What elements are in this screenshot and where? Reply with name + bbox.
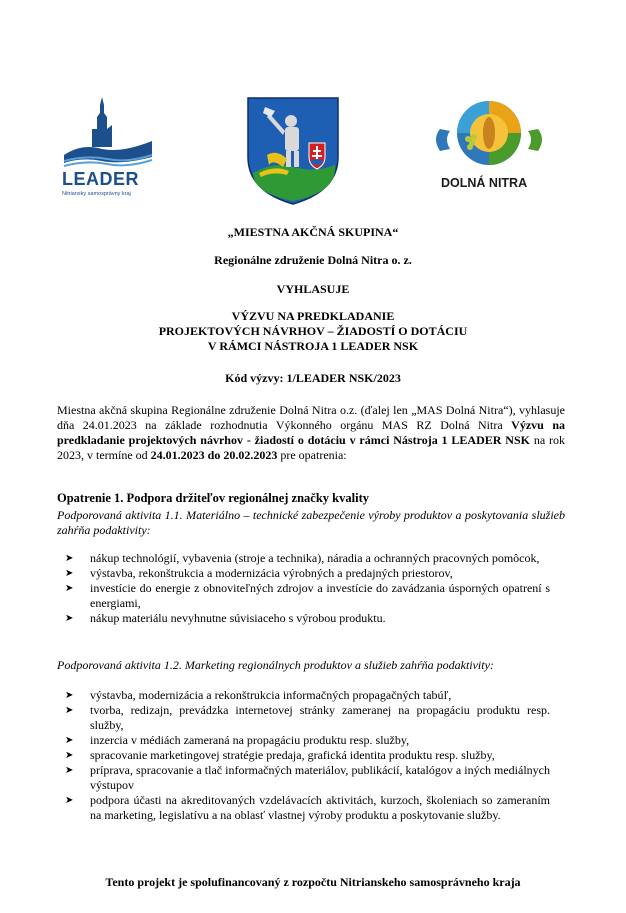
list-item: ➤ spracovanie marketingovej stratégie predaja, grafická identita produktu resp. služby, bbox=[65, 748, 495, 762]
list-item: ➤ nákup materiálu nevyhnutne súvisiaceho s výrobou produktu. bbox=[65, 611, 386, 625]
list-item: ➤ tvorba, redizajn, prevádzka internetovej stránky zameranej na propagáciu produktu resp. služby, bbox=[65, 703, 550, 732]
arrow-bullet-icon: ➤ bbox=[65, 765, 74, 776]
activity-1-list bbox=[65, 551, 550, 626]
measure-title: Opatrenie 1. Podpora držiteľov regionálnej značky kvality bbox=[57, 491, 369, 505]
arrow-bullet-icon: ➤ bbox=[65, 750, 74, 761]
dolna-nitra-logo bbox=[428, 95, 550, 195]
arrow-bullet-icon: ➤ bbox=[65, 705, 74, 716]
leader-logo bbox=[62, 95, 154, 205]
arrow-bullet-icon: ➤ bbox=[65, 553, 74, 564]
header-line-1: „MIESTNA AKČNÁ SKUPINA“ bbox=[227, 225, 399, 239]
intro-part-2: na rok 2023, v termíne od bbox=[57, 433, 566, 462]
call-title-line-1: VÝZVU NA PREDKLADANIE bbox=[231, 309, 395, 323]
intro-paragraph bbox=[57, 403, 565, 463]
intro-bold-1: Výzvu na predkladanie projektových návrhov - žiadostí o dotáciu v rámci Nástroja 1 LEADER NSK bbox=[57, 418, 565, 447]
header-line-2: Regionálne združenie Dolná Nitra o. z. bbox=[214, 253, 412, 267]
call-title-line-2: PROJEKTOVÝCH NÁVRHOV – ŽIADOSTÍ O DOTÁCIU bbox=[158, 324, 468, 338]
list-item: ➤ výstavba, rekonštrukcia a modernizácia výrobných a predajných priestorov, bbox=[65, 566, 453, 580]
dolna-nitra-name: DOLNÁ NITRA bbox=[441, 176, 528, 190]
call-title-line-3: V RÁMCI NÁSTROJA 1 LEADER NSK bbox=[207, 339, 419, 353]
call-title bbox=[0, 309, 626, 354]
list-item: ➤ inzercia v médiách zameraná na propagáciu produktu resp. služby, bbox=[65, 733, 410, 747]
arrow-bullet-icon: ➤ bbox=[65, 735, 74, 746]
arrow-bullet-icon: ➤ bbox=[65, 690, 74, 701]
list-item: ➤ investície do energie z obnoviteľných zdrojov a investície do zavádzania úsporných opatrení s energiami, bbox=[65, 581, 550, 610]
coat-of-arms-icon bbox=[245, 95, 341, 207]
list-item: ➤ výstavba, modernizácia a rekonštrukcia informačných propagačných tabúľ, bbox=[65, 688, 452, 702]
list-item: ➤ podpora účasti na akreditovaných vzdelávacích aktivitách, kurzoch, školeniach so zameraním na marketing, legislatívu a na oblasť vlastnej výroby produktu a poskytovanie služby. bbox=[65, 793, 550, 822]
leader-wordmark: LEADER bbox=[62, 169, 140, 189]
footer-note: Tento projekt je spolufinancovaný z rozpočtu Nitrianskeho samosprávneho kraja bbox=[105, 875, 521, 889]
arrow-bullet-icon: ➤ bbox=[65, 583, 74, 594]
activity-2-heading: Podporovaná aktivita 1.2. Marketing regionálnych produktov a služieb zahŕňa podaktivity: bbox=[57, 658, 494, 672]
arrow-bullet-icon: ➤ bbox=[65, 568, 74, 579]
header-line-3: VYHLASUJE bbox=[276, 282, 350, 296]
call-code: Kód výzvy: 1/LEADER NSK/2023 bbox=[225, 371, 401, 385]
dolna-nitra-emblem-icon bbox=[428, 95, 550, 175]
arrow-bullet-icon: ➤ bbox=[65, 613, 74, 624]
list-item: ➤ príprava, spracovanie a tlač informačných materiálov, publikácií, katalógov a iných mediálnych výstupov bbox=[65, 763, 550, 792]
leader-castle-icon bbox=[62, 95, 154, 170]
intro-part-1: Miestna akčná skupina Regionálne združenie Dolná Nitra o.z. (ďalej len „MAS Dolná Nitra“), vyhlasuje dňa 24.01.2023 na základe rozhodnutia Výkonného orgánu MAS RZ Dolná Nitra bbox=[57, 403, 565, 432]
list-item: ➤ nákup technológií, vybavenia (stroje a technika), náradia a ochranných pracovných pomôcok, bbox=[65, 551, 540, 565]
activity-1-heading: Podporovaná aktivita 1.1. Materiálno – technické zabezpečenie výroby produktov a poskytovania služieb zahŕňa podaktivity: bbox=[57, 508, 565, 537]
intro-part-3: pre opatrenia: bbox=[277, 448, 347, 462]
leader-subtitle: Nitriansky samosprávny kraj bbox=[62, 191, 131, 197]
activity-2-list bbox=[65, 688, 550, 823]
intro-bold-2: 24.01.2023 do 20.02.2023 bbox=[150, 448, 278, 462]
arrow-bullet-icon: ➤ bbox=[65, 795, 74, 806]
